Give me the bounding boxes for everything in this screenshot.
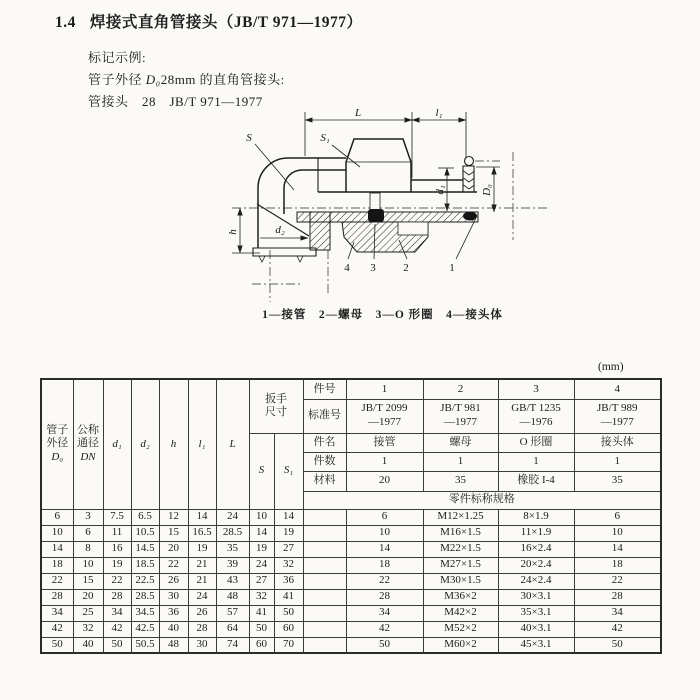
table-cell: M12×1.25: [423, 509, 498, 525]
table-cell: 22.5: [131, 573, 159, 589]
table-cell: 32: [274, 557, 303, 573]
material-cell: 35: [574, 471, 661, 491]
table-cell: 50: [249, 621, 274, 637]
header-cell-d2: d₂: [131, 379, 159, 509]
table-cell: 16: [103, 541, 131, 557]
table-cell: 7.5: [103, 509, 131, 525]
table-row: [41, 557, 661, 573]
header-cell-dn: 公称 通径 DN: [73, 379, 103, 509]
table-cell: 34: [574, 605, 661, 621]
table-cell: 36: [274, 573, 303, 589]
table-cell: 6: [574, 509, 661, 525]
table-row: [41, 573, 661, 589]
table-cell: 19: [103, 557, 131, 573]
material-cell: 35: [423, 471, 498, 491]
table-cell: 18.5: [131, 557, 159, 573]
header-cell-L: L: [216, 379, 249, 509]
table-cell: 28: [188, 621, 216, 637]
table-cell: M36×2: [423, 589, 498, 605]
table-cell: 27: [249, 573, 274, 589]
table-cell: 14: [249, 525, 274, 541]
header-cell-S: S: [249, 433, 274, 509]
table-cell: M52×2: [423, 621, 498, 637]
table-cell: 50: [574, 637, 661, 653]
table-cell: 14: [346, 541, 423, 557]
table-cell: M16×1.5: [423, 525, 498, 541]
table-cell: 26: [159, 573, 188, 589]
table-row: [41, 541, 661, 557]
table-cell-empty: [303, 557, 346, 573]
table-cell: 28: [41, 589, 73, 605]
marking-example-heading: 标记示例:: [88, 50, 147, 65]
dim-label-h: h: [227, 229, 239, 235]
body-section-left: [310, 212, 330, 250]
table-cell: 40×3.1: [498, 621, 574, 637]
table-cell: 50: [274, 605, 303, 621]
table-cell: 57: [216, 605, 249, 621]
table-cell: 45×3.1: [498, 637, 574, 653]
std-no-cell: JB/T 981 —1977: [423, 399, 498, 433]
table-cell: 8×1.9: [498, 509, 574, 525]
qty-cell: 1: [346, 452, 423, 471]
table-cell: 10: [249, 509, 274, 525]
table-cell: 14: [574, 541, 661, 557]
dim-label-d2: d₂: [275, 224, 285, 236]
table-cell: 28: [103, 589, 131, 605]
weld-bead-lower: [463, 212, 477, 221]
table-cell: M30×1.5: [423, 573, 498, 589]
table-cell: 42: [346, 621, 423, 637]
table-cell: 15: [159, 525, 188, 541]
header-cell-h: h: [159, 379, 188, 509]
header-cell-std-no: 标准号: [303, 399, 346, 433]
dim-label-D0: D₀: [481, 184, 493, 196]
table-cell: 18: [574, 557, 661, 573]
table-cell: 30: [188, 637, 216, 653]
variable-D0: D₀: [145, 72, 161, 87]
table-cell: 19: [188, 541, 216, 557]
qty-cell: 1: [574, 452, 661, 471]
table-cell: 30: [159, 589, 188, 605]
std-no-cell: JB/T 2099 —1977: [346, 399, 423, 433]
table-cell: 22: [346, 573, 423, 589]
part-no-cell: 3: [498, 379, 574, 399]
table-cell: M42×2: [423, 605, 498, 621]
table-cell-empty: [303, 509, 346, 525]
table-cell: 42: [103, 621, 131, 637]
table-cell: 34: [103, 605, 131, 621]
table-cell: 27: [274, 541, 303, 557]
part-name-cell: 接管: [346, 433, 423, 452]
thread-step: [398, 222, 428, 235]
dimension-table: [40, 378, 662, 654]
section-title: [55, 10, 362, 32]
wrench-label-S1: S₁: [320, 132, 330, 144]
table-cell-empty: [303, 605, 346, 621]
technical-drawing: [225, 98, 555, 316]
table-cell: M27×1.5: [423, 557, 498, 573]
header-cell-part-name: 件名: [303, 433, 346, 452]
table-cell: 48: [159, 637, 188, 653]
table-cell-empty: [303, 573, 346, 589]
header-cell-S1: S₁: [274, 433, 303, 509]
table-cell: 42: [41, 621, 73, 637]
header-cell-wrench-size: 扳手 尺寸: [249, 379, 303, 433]
table-row: [41, 605, 661, 621]
dim-label-l1: l₁: [435, 107, 443, 119]
o-ring-section: [368, 209, 384, 222]
table-cell: 19: [274, 525, 303, 541]
table-cell-empty: [303, 525, 346, 541]
table-cell: 40: [73, 637, 103, 653]
table-cell: 15: [73, 573, 103, 589]
table-cell: 35: [216, 541, 249, 557]
table-cell: 34: [41, 605, 73, 621]
table-cell: 3: [73, 509, 103, 525]
table-cell: 24: [188, 589, 216, 605]
table-cell-empty: [303, 621, 346, 637]
table-cell: 10.5: [131, 525, 159, 541]
table-cell: 64: [216, 621, 249, 637]
table-cell: 26: [188, 605, 216, 621]
marking-example-designation: 管接头 28 JB/T 971—1977: [88, 94, 263, 109]
table-cell: 41: [274, 589, 303, 605]
section-title-text: 焊接式直角管接头（JB/T 971—1977）: [89, 14, 363, 31]
table-cell: 6: [41, 509, 73, 525]
table-cell: 22: [103, 573, 131, 589]
part-name-cell: 螺母: [423, 433, 498, 452]
table-cell: 28: [574, 589, 661, 605]
table-cell: 10: [346, 525, 423, 541]
table-cell: 28.5: [216, 525, 249, 541]
dim-label-L: L: [354, 107, 362, 119]
std-no-cell: JB/T 989 —1977: [574, 399, 661, 433]
table-cell: 24: [216, 509, 249, 525]
table-cell: 21: [188, 557, 216, 573]
part-no-cell: 1: [346, 379, 423, 399]
table-cell: 14: [41, 541, 73, 557]
part-no-cell: 2: [423, 379, 498, 399]
unit-label: (mm): [598, 361, 624, 373]
table-cell: 42.5: [131, 621, 159, 637]
table-cell: 20×2.4: [498, 557, 574, 573]
table-cell: 10: [73, 557, 103, 573]
table-cell: 60: [274, 621, 303, 637]
table-cell: 34: [346, 605, 423, 621]
std-no-cell: GB/T 1235 —1976: [498, 399, 574, 433]
table-cell: 21: [188, 573, 216, 589]
table-cell: 60: [249, 637, 274, 653]
table-cell: 14.5: [131, 541, 159, 557]
table-cell: 50: [346, 637, 423, 653]
part-name-cell: O 形圈: [498, 433, 574, 452]
table-cell: 20: [159, 541, 188, 557]
table-cell: 6: [73, 525, 103, 541]
qty-cell: 1: [498, 452, 574, 471]
part-number-1: 1: [449, 262, 455, 274]
table-cell: 42: [574, 621, 661, 637]
material-cell: 橡胶 I-4: [498, 471, 574, 491]
table-cell: 24: [249, 557, 274, 573]
table-cell: 20: [73, 589, 103, 605]
header-cell-d1: d₁: [103, 379, 131, 509]
qty-cell: 1: [423, 452, 498, 471]
marking-example-description: 管子外径 D₀28mm 的直角管接头:: [88, 72, 285, 87]
table-cell: 36: [159, 605, 188, 621]
header-cell-pipe-od: 管子 外径 D₀: [41, 379, 73, 509]
table-cell: 6: [346, 509, 423, 525]
material-cell: 20: [346, 471, 423, 491]
part-name-cell: 接头体: [574, 433, 661, 452]
table-row: [41, 637, 661, 653]
dim-label-d1: d₁: [434, 185, 446, 195]
table-cell: 22: [159, 557, 188, 573]
table-cell: 22: [41, 573, 73, 589]
table-cell: 74: [216, 637, 249, 653]
part-number-3: 3: [370, 262, 376, 274]
section-number: 1.4: [55, 14, 76, 31]
table-cell: 25: [73, 605, 103, 621]
table-cell: 70: [274, 637, 303, 653]
table-cell: 41: [249, 605, 274, 621]
spec-title-cell: 零件标称规格: [303, 491, 661, 509]
table-cell: 12: [159, 509, 188, 525]
header-cell-part-no: 件号: [303, 379, 346, 399]
table-cell: 43: [216, 573, 249, 589]
part-no-cell: 4: [574, 379, 661, 399]
part-number-2: 2: [403, 262, 409, 274]
table-cell: 8: [73, 541, 103, 557]
table-cell: M22×1.5: [423, 541, 498, 557]
table-cell: 18: [41, 557, 73, 573]
table-cell-empty: [303, 637, 346, 653]
table-cell: 39: [216, 557, 249, 573]
table-cell-empty: [303, 541, 346, 557]
table-cell: 11: [103, 525, 131, 541]
table-cell: 16×2.4: [498, 541, 574, 557]
table-cell: 28: [346, 589, 423, 605]
section-hatching: [297, 193, 478, 252]
table-cell: 50.5: [131, 637, 159, 653]
header-cell-material: 材料: [303, 471, 346, 491]
table-cell-empty: [303, 589, 346, 605]
table-cell: 34.5: [131, 605, 159, 621]
nut-outline: [346, 139, 411, 192]
table-cell: 50: [41, 637, 73, 653]
table-row: [41, 621, 661, 637]
table-cell: 10: [574, 525, 661, 541]
table-cell: M60×2: [423, 637, 498, 653]
table-cell: 30×3.1: [498, 589, 574, 605]
wrench-label-S: S: [246, 132, 252, 144]
table-cell: 24×2.4: [498, 573, 574, 589]
table-row: [41, 589, 661, 605]
table-cell: 14: [274, 509, 303, 525]
table-cell: 6.5: [131, 509, 159, 525]
table-row: [41, 525, 661, 541]
table-cell: 32: [249, 589, 274, 605]
table-cell: 22: [574, 573, 661, 589]
table-cell: 28.5: [131, 589, 159, 605]
table-cell: 48: [216, 589, 249, 605]
table-cell: 16.5: [188, 525, 216, 541]
table-cell: 50: [103, 637, 131, 653]
table-cell: 14: [188, 509, 216, 525]
elbow-outline: [253, 158, 346, 262]
table-cell: 10: [41, 525, 73, 541]
table-row: [41, 509, 661, 525]
table-cell: 35×3.1: [498, 605, 574, 621]
header-cell-qty: 件数: [303, 452, 346, 471]
header-cell-l1: l₁: [188, 379, 216, 509]
table-cell: 40: [159, 621, 188, 637]
part-number-4: 4: [344, 262, 350, 274]
table-cell: 11×1.9: [498, 525, 574, 541]
table-cell: 18: [346, 557, 423, 573]
table-cell: 19: [249, 541, 274, 557]
table-cell: 32: [73, 621, 103, 637]
drawing-caption: 1—接管 2—螺母 3—O 形圈 4—接头体: [262, 309, 503, 321]
